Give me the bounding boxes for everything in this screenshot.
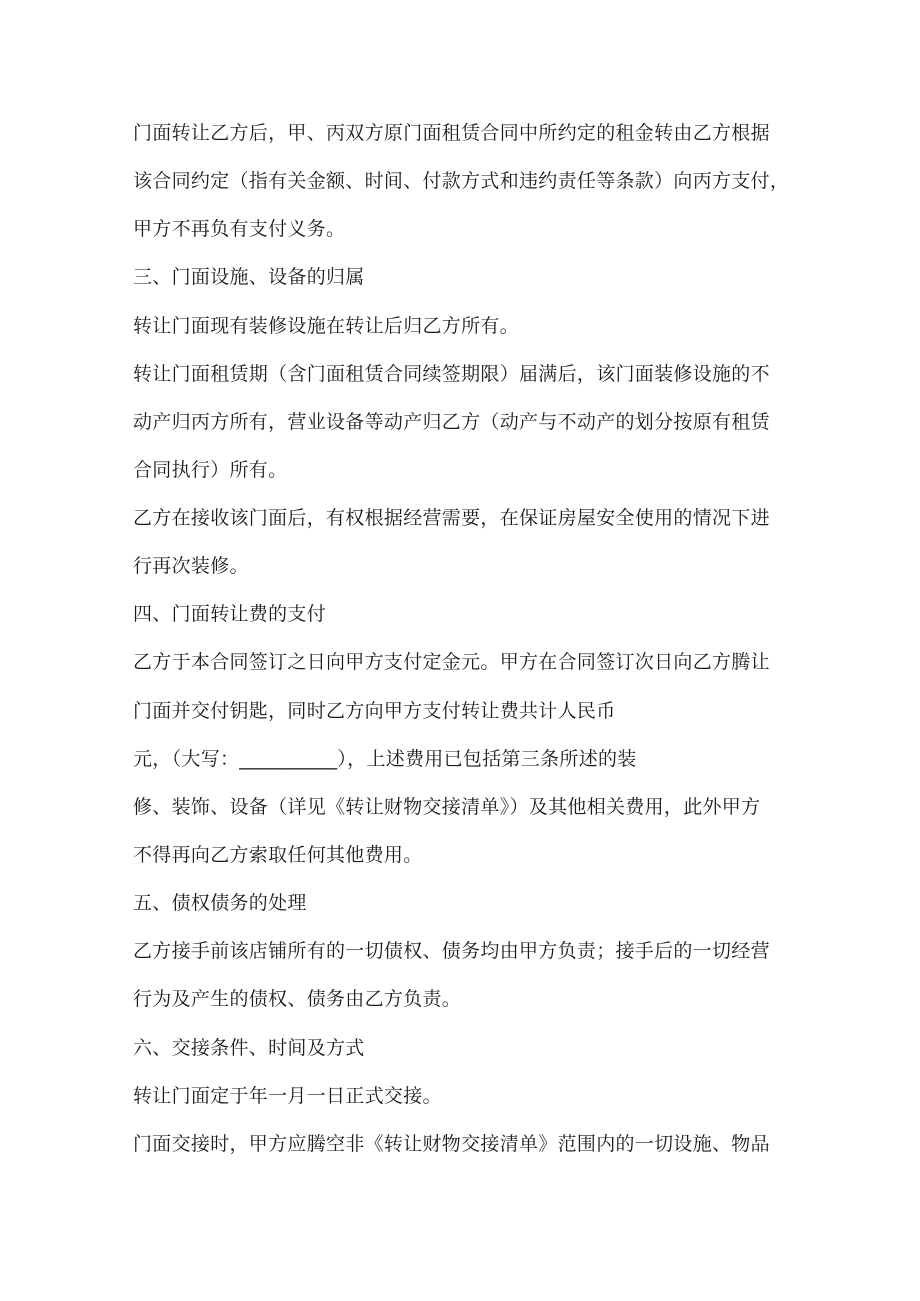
section-heading: 六、交接条件、时间及方式 [133,1037,365,1059]
section-heading: 四、门面转让费的支付 [133,603,327,625]
text-line: 甲方不再负有支付义务。 [133,218,346,240]
text-line: 乙方于本合同签订之日向甲方支付定金元。甲方在合同签订次日向乙方腾让 [133,651,770,673]
section-heading: 三、门面设施、设备的归属 [133,266,365,288]
text-line: 门面转让乙方后，甲、丙双方原门面租赁合同中所约定的租金转由乙方根据 [133,122,770,144]
text-line: 行为及产生的债权、债务由乙方负责。 [133,988,462,1010]
text-line: 乙方接手前该店铺所有的一切债权、债务均由甲方负责；接手后的一切经营 [133,940,770,962]
text-line: 转让门面定于年一月一日正式交接。 [133,1085,442,1107]
section-heading: 五、债权债务的处理 [133,892,307,914]
text-line: 元，（大写：__________），上述费用已包括第三条所述的装 [133,748,637,770]
text-line: 动产归丙方所有，营业设备等动产归乙方（动产与不动产的划分按原有租赁 [133,411,770,433]
text-line: 门面并交付钥匙，同时乙方向甲方支付转让费共计人民币 [133,700,616,722]
text-line: 转让门面租赁期（含门面租赁合同续签期限）届满后，该门面装修设施的不 [133,363,770,385]
text-line: 转让门面现有装修设施在转让后归乙方所有。 [133,315,520,337]
text-line: 修、装饰、设备（详见《转让财物交接清单》）及其他相关费用，此外甲方 [133,796,761,818]
text-line: 乙方在接收该门面后，有权根据经营需要，在保证房屋安全使用的情况下进 [133,507,770,529]
text-line: 行再次装修。 [133,555,249,577]
text-line: 该合同约定（指有关金额、时间、付款方式和违约责任等条款）向丙方支付， [133,170,790,192]
text-line: 不得再向乙方索取任何其他费用。 [133,844,423,866]
text-line: 合同执行）所有。 [133,459,288,481]
text-line: 门面交接时，甲方应腾空非《转让财物交接清单》范围内的一切设施、物品 [133,1133,770,1155]
